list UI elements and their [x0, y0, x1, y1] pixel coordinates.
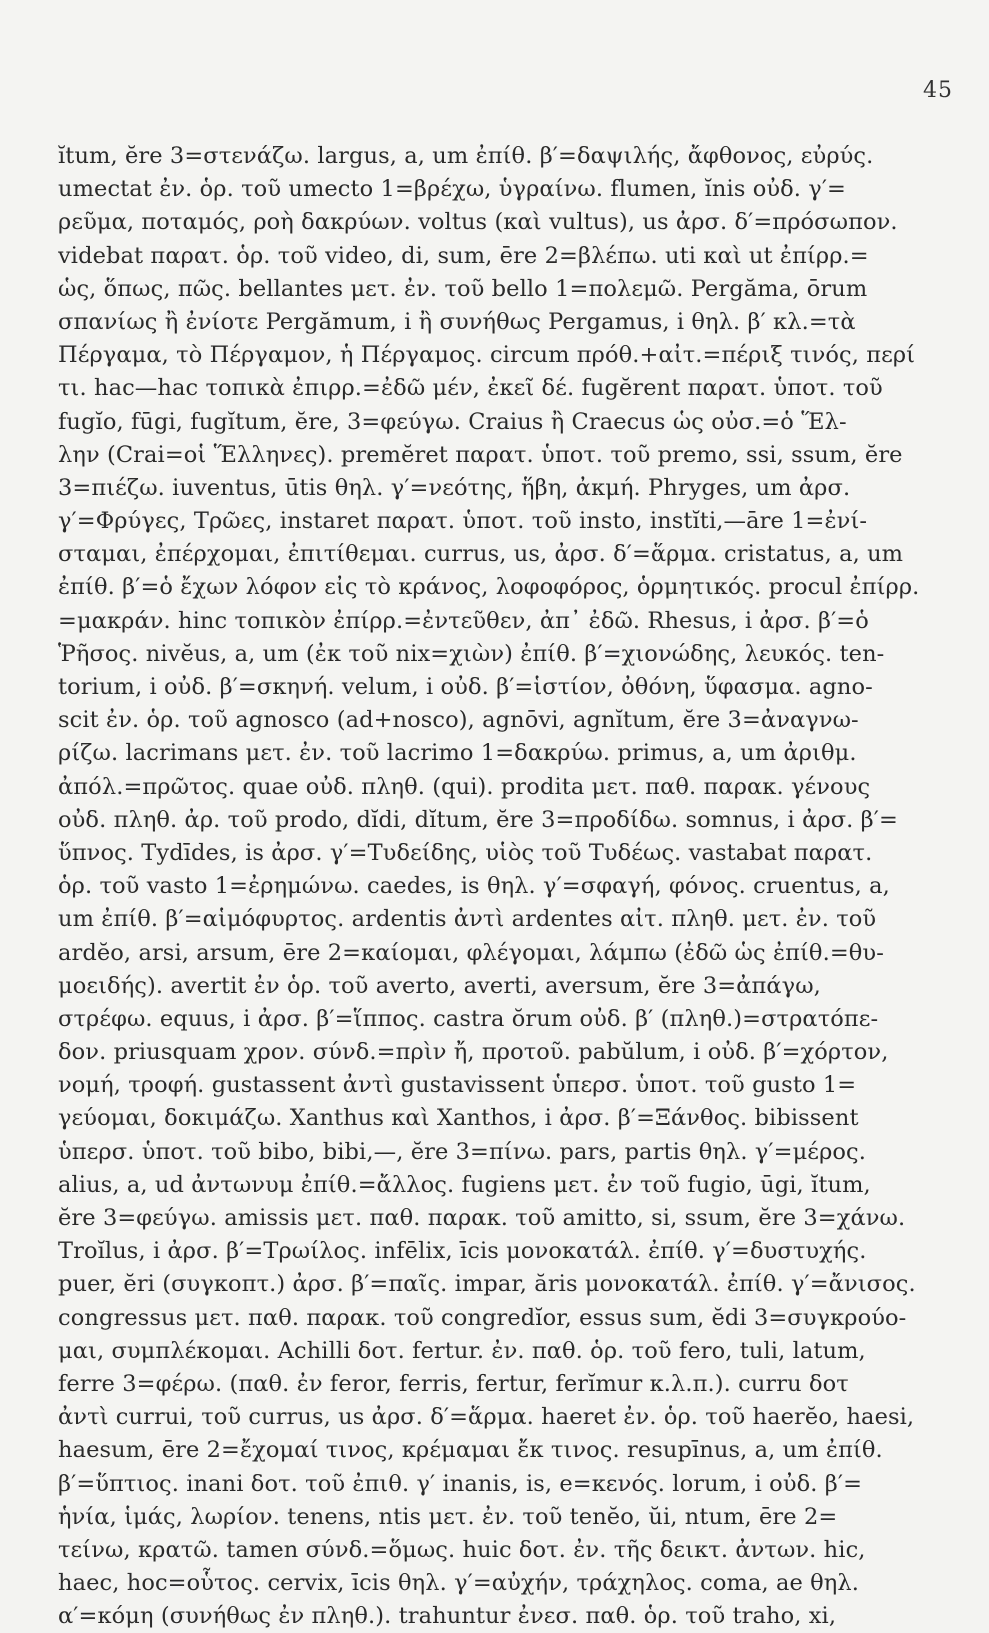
- text-line: ρίζω. lacrimans μετ. ἐν. τοῦ lacrimo 1=δακρύω. primus, a, um ἀριθμ.: [58, 740, 857, 767]
- text-line: ὡς, ὅπως, πῶς. bellantes μετ. ἐν. τοῦ bello 1=πολεμῶ. Pergăma, ōrum: [58, 275, 868, 302]
- text-line: 3=πιέζω. iuventus, ūtis θηλ. γ′=νεότης, ἥβη, ἀκμή. Phryges, um ἀρσ.: [58, 474, 851, 501]
- text-line: =μακράν. hinc τοπικὸν ἐπίρρ.=ἐντεῦθεν, ἀπ᾽ ἐδῶ. Rhesus, i ἀρσ. β′=ὁ: [58, 607, 869, 634]
- text-line: fugĭo, fūgi, fugĭtum, ĕre, 3=φεύγω. Craius ἢ Craecus ὡς οὐσ.=ὁ Ἕλ-: [58, 408, 847, 435]
- text-line: γεύομαι, δοκιμάζω. Xanthus καὶ Xanthos, i ἀρσ. β′=Ξάνθος. bibissent: [58, 1105, 859, 1132]
- text-line: δον. priusquam χρον. σύνδ.=πρὶν ἤ, προτοῦ. pabŭlum, i οὐδ. β′=χόρτον,: [58, 1039, 889, 1066]
- commentary-text: [58, 140, 958, 1633]
- text-line: ĭtum, ĕre 3=στενάζω. largus, a, um ἐπίθ. β′=δαψιλής, ἄφθονος, εὐρύς.: [58, 143, 874, 169]
- text-line: ρεῦμα, ποταμός, ροὴ δακρύων. voltus (καὶ vultus), us ἀρσ. δ′=πρόσωπον.: [58, 209, 898, 236]
- text-line: β′=ὕπτιος. inani δοτ. τοῦ ἐπιθ. γ′ inanis, is, e=κενός. lorum, i οὐδ. β′=: [58, 1470, 863, 1497]
- text-line: ὑπερσ. ὑποτ. τοῦ bibo, bibi,—, ĕre 3=πίνω. pars, partis θηλ. γ′=μέρος.: [58, 1138, 866, 1165]
- text-line: haec, hoc=οὗτος. cervix, īcis θηλ. γ′=αὐχήν, τράχηλος. coma, ae θηλ.: [58, 1570, 859, 1597]
- text-line: haesum, ēre 2=ἔχομαί τινος, κρέμαμαι ἔκ τινος. resupīnus, a, um ἐπίθ.: [58, 1437, 883, 1464]
- text-line: μαι, συμπλέκομαι. Achilli δοτ. fertur. ἐν. παθ. ὁρ. τοῦ fero, tuli, latum,: [58, 1337, 866, 1364]
- text-line: τείνω, κρατῶ. tamen σύνδ.=ὅμως. huic δοτ. ἐν. τῆς δεικτ. ἀντων. hic,: [58, 1536, 866, 1563]
- text-line: στρέφω. equus, i ἀρσ. β′=ἵππος. castra ŏrum οὐδ. β′ (πληθ.)=στρατόπε-: [58, 1005, 879, 1032]
- text-line: νομή, τροφή. gustassent ἀντὶ gustavissent ὑπερσ. ὑποτ. τοῦ gusto 1=: [58, 1072, 857, 1099]
- text-line: um ἐπίθ. β′=αἱμόφυρτος. ardentis ἀντὶ ardentes αἰτ. πληθ. μετ. ἐν. τοῦ: [58, 906, 877, 933]
- text-line: ferre 3=φέρω. (παθ. ἐν feror, ferris, fertur, ferĭmur κ.λ.π.). curru δοτ: [58, 1370, 849, 1397]
- text-line: congressus μετ. παθ. παρακ. τοῦ congredĭor, essus sum, ĕdi 3=συγκρούο-: [58, 1304, 907, 1331]
- text-line: ὁρ. τοῦ vasto 1=ἐρημώνω. caedes, is θηλ. γ′=σφαγή, φόνος. cruentus, a,: [58, 873, 890, 900]
- text-line: α′=κόμη (συνήθως ἐν πληθ.). trahuntur ἐνεσ. παθ. ὁρ. τοῦ traho, xi,: [58, 1603, 837, 1630]
- text-line: Troĭlus, i ἀρσ. β′=Τρωίλος. infēlix, īcis μονοκατάλ. ἐπίθ. γ′=δυστυχής.: [58, 1238, 867, 1265]
- text-line: umectat ἐν. ὁρ. τοῦ umecto 1=βρέχω, ὑγραίνω. flumen, ĭnis οὐδ. γ′=: [58, 176, 847, 203]
- text-line: Πέργαμα, τὸ Πέργαμον, ἡ Πέργαμος. circum πρόθ.+αἰτ.=πέριξ τινός, περί: [58, 342, 916, 369]
- text-line: σπανίως ἢ ἐνίοτε Pergămum, i ἢ συνήθως Pergamus, i θηλ. β′ κλ.=τὰ: [58, 308, 856, 335]
- text-line: μοειδής). avertit ἐν ὁρ. τοῦ averto, averti, aversum, ĕre 3=ἀπάγω,: [58, 972, 821, 999]
- text-line: γ′=Φρύγες, Τρῶες, instaret παρατ. ὑποτ. τοῦ insto, instĭti,—āre 1=ἐνί-: [58, 508, 868, 535]
- text-line: Ῥῆσος. nivĕus, a, um (ἐκ τοῦ nix=χιὼν) ἐπίθ. β′=χιονώδης, λευκός. ten-: [58, 640, 885, 667]
- text-line: ὕπνος. Tydīdes, is ἀρσ. γ′=Τυδείδης, υἱὸς τοῦ Τυδέως. vastabat παρατ.: [58, 839, 873, 866]
- text-line: ardĕo, arsi, arsum, ēre 2=καίομαι, φλέγομαι, λάμπω (ἐδῶ ὡς ἐπίθ.=θυ-: [58, 939, 884, 966]
- text-line: torium, i οὐδ. β′=σκηνή. velum, i οὐδ. β′=ἱστίον, ὀθόνη, ὕφασμα. agno-: [58, 674, 873, 700]
- text-line: λην (Crai=οἱ Ἕλληνες). premĕret παρατ. ὑποτ. τοῦ premo, ssi, ssum, ĕre: [58, 441, 903, 468]
- text-line: puer, ĕri (συγκοπτ.) ἀρσ. β′=παῖς. impar, ăris μονοκατάλ. ἐπίθ. γ′=ἄνισος.: [58, 1271, 916, 1298]
- page-number: 45: [923, 78, 953, 103]
- text-line: scit ἐν. ὁρ. τοῦ agnosco (ad+nosco), agnōvi, agnĭtum, ĕre 3=ἀναγνω-: [58, 707, 859, 734]
- text-line: ἡνία, ἱμάς, λωρίον. tenens, ntis μετ. ἐν. τοῦ tenĕo, ŭi, ntum, ēre 2=: [58, 1503, 838, 1530]
- text-line: ἀντὶ currui, τοῦ currus, us ἀρσ. δ′=ἅρμα. haeret ἐν. ὁρ. τοῦ haerĕo, haesi,: [58, 1404, 915, 1431]
- text-line: ἀπόλ.=πρῶτος. quae οὐδ. πληθ. (qui). prodita μετ. παθ. παρακ. γένους: [58, 773, 871, 800]
- text-line: τι. hac—hac τοπικὰ ἐπιρρ.=ἐδῶ μέν, ἐκεῖ δέ. fugĕrent παρατ. ὑποτ. τοῦ: [58, 375, 883, 402]
- text-line: alius, a, ud ἀντωνυμ ἐπίθ.=ἄλλος. fugiens μετ. ἐν τοῦ fugio, ūgi, ĭtum,: [58, 1171, 871, 1198]
- text-line: ἐπίθ. β′=ὁ ἔχων λόφον εἰς τὸ κράνος, λοφοφόρος, ὁρμητικός. procul ἐπίρρ.: [58, 574, 920, 601]
- text-line: videbat παρατ. ὁρ. τοῦ video, di, sum, ēre 2=βλέπω. uti καὶ ut ἐπίρρ.=: [58, 242, 869, 269]
- text-line: οὐδ. πληθ. ἀρ. τοῦ prodo, dĭdi, dĭtum, ĕre 3=προδίδω. somnus, i ἀρσ. β′=: [58, 806, 898, 833]
- text-line: ĕre 3=φεύγω. amissis μετ. παθ. παρακ. τοῦ amitto, si, ssum, ĕre 3=χάνω.: [58, 1205, 906, 1231]
- text-line: σταμαι, ἐπέρχομαι, ἐπιτίθεμαι. currus, us, ἀρσ. δ′=ἅρμα. cristatus, a, um: [58, 541, 904, 568]
